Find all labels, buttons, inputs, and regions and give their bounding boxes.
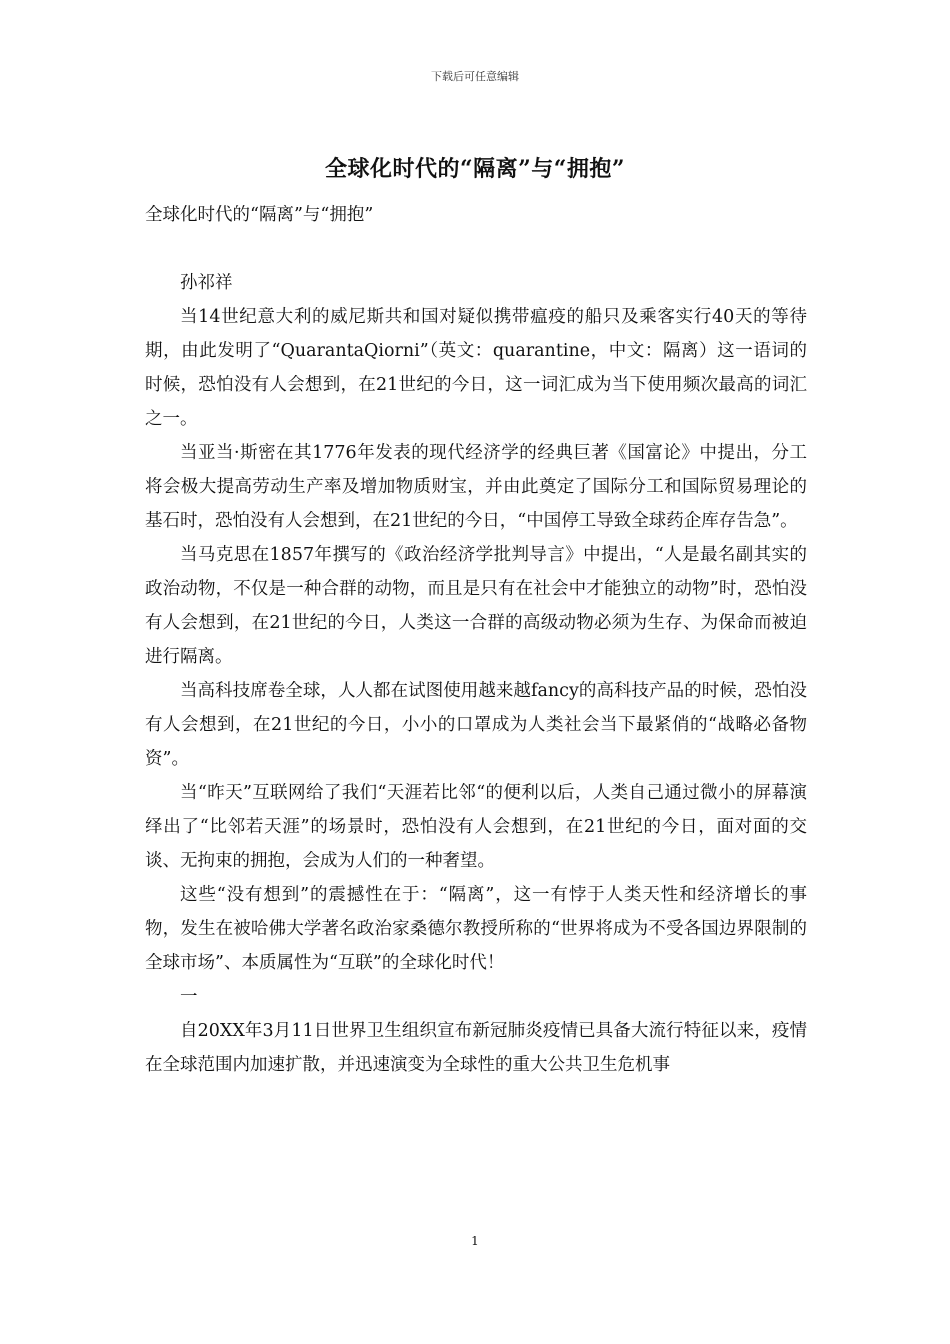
author-name: 孙祁祥 bbox=[180, 273, 233, 293]
header-note: 下载后可任意编辑 bbox=[431, 70, 519, 83]
section-number: 一 bbox=[180, 987, 198, 1007]
paragraph-1: 当14世纪意大利的威尼斯共和国对疑似携带瘟疫的船只及乘客实行40天的等待期，由此发明了“QuarantaQiorni”（英文：quarantine，中文：隔离）这一语词的时候，恐怕没有人会想到，在21世纪的今日，这一词汇成为当下使用频次最高的词汇之一。 bbox=[145, 307, 807, 429]
paragraph-7: 自20XX年3月11日世界卫生组织宣布新冠肺炎疫情已具备大流行特征以来，疫情在全球范围内加速扩散，并迅速演变为全球性的重大公共卫生危机事 bbox=[145, 1021, 807, 1075]
document-title: 全球化时代的“隔离”与“拥抱” bbox=[324, 156, 626, 182]
paragraph-3: 当马克思在1857年撰写的《政治经济学批判导言》中提出，“人是最名副其实的政治动物，不仅是一种合群的动物，而且是只有在社会中才能独立的动物”时，恐怕没有人会想到，在21世纪的今日，人类这一合群的高级动物必须为生存、为保命而被迫进行隔离。 bbox=[145, 545, 807, 667]
document-body bbox=[145, 198, 807, 1082]
page-number: 1 bbox=[471, 1234, 479, 1248]
blank-line bbox=[145, 232, 807, 266]
paragraph-5: 当“昨天”互联网给了我们“天涯若比邻“的便利以后，人类自己通过微小的屏幕演绎出了“比邻若天涯”的场景时，恐怕没有人会想到，在21世纪的今日，面对面的交谈、无拘束的拥抱，会成为人们的一种奢望。 bbox=[145, 783, 807, 871]
paragraph-4: 当高科技席卷全球，人人都在试图使用越来越fancy的高科技产品的时候，恐怕没有人会想到，在21世纪的今日，小小的口罩成为人类社会当下最紧俏的“战略必备物资”。 bbox=[145, 681, 807, 769]
document-subtitle: 全球化时代的“隔离”与“拥抱” bbox=[145, 205, 374, 225]
paragraph-6: 这些“没有想到”的震撼性在于：“隔离”，这一有悖于人类天性和经济增长的事物，发生在被哈佛大学著名政治家桑德尔教授所称的“世界将成为不受各国边界限制的全球市场”、本质属性为“互联”的全球化时代！ bbox=[145, 885, 807, 973]
paragraph-2: 当亚当·斯密在其1776年发表的现代经济学的经典巨著《国富论》中提出，分工将会极大提高劳动生产率及增加物质财宝，并由此奠定了国际分工和国际贸易理论的基石时，恐怕没有人会想到，在21世纪的今日，“中国停工导致全球药企库存告急”。 bbox=[145, 443, 807, 531]
